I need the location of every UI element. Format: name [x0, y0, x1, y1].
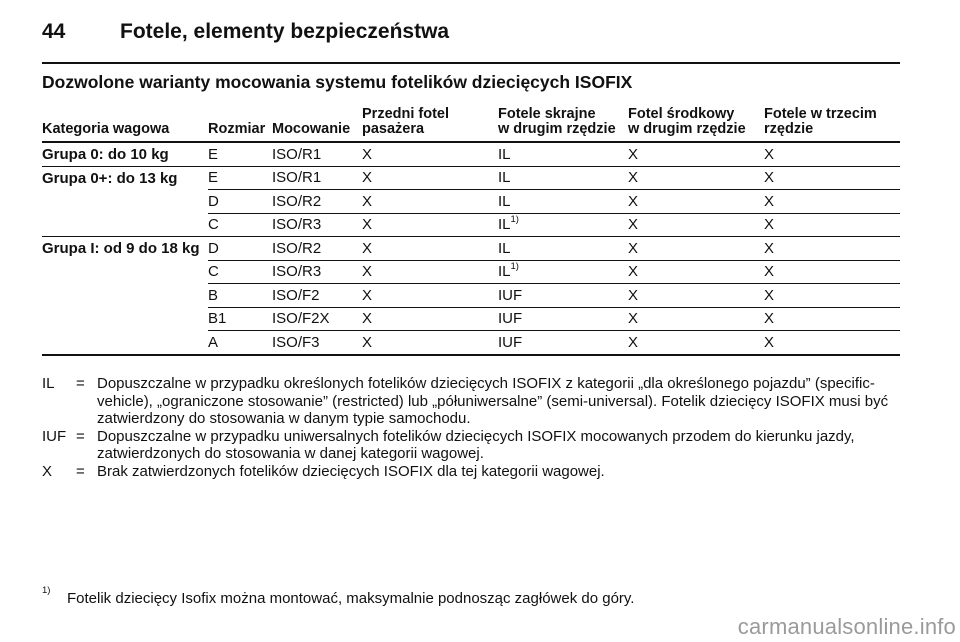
cell-size — [208, 237, 272, 261]
watermark: carmanualsonline.info — [737, 614, 956, 639]
legend-entry — [42, 428, 902, 463]
legend-text: Brak zatwierdzonych fotelików dziecięcych ISOFIX dla tej kategorii wagowej. — [97, 462, 605, 480]
legend-key: IL — [42, 375, 55, 392]
cell-front-seat-text: X — [362, 239, 373, 257]
cell-outer-seats — [498, 307, 628, 331]
cell-front-seat-text: X — [362, 286, 373, 304]
cell-middle-seat — [628, 284, 764, 308]
cell-size — [208, 331, 272, 355]
cell-middle-seat — [628, 237, 764, 261]
table-title: Dozwolone warianty mocowania systemu fotelików dziecięcych ISOFIX — [42, 72, 633, 92]
cell-front-seat — [362, 260, 498, 284]
cell-middle-seat-text: X — [628, 263, 639, 281]
table-row — [42, 166, 900, 190]
cell-front-seat — [362, 284, 498, 308]
cell-weight-group — [42, 260, 208, 284]
cell-mount-text: ISO/F2 — [272, 286, 320, 304]
col-header-outer — [498, 104, 628, 142]
cell-weight-group — [42, 331, 208, 355]
table-row — [42, 213, 900, 237]
cell-mount-text: ISO/R1 — [272, 169, 322, 187]
cell-third-row-text: X — [764, 192, 775, 210]
cell-middle-seat-text: X — [628, 169, 639, 187]
cell-outer-seats — [498, 260, 628, 284]
cell-weight-group — [42, 284, 208, 308]
cell-third-row-text: X — [764, 263, 775, 281]
cell-third-row-text: X — [764, 239, 775, 257]
cell-mount — [272, 190, 362, 214]
cell-weight-group-text: Grupa I: od 9 do 18 kg — [42, 240, 200, 257]
cell-mount-text: ISO/R3 — [272, 263, 322, 281]
cell-size — [208, 213, 272, 237]
cell-third-row-text: X — [764, 310, 775, 328]
cell-middle-seat-text: X — [628, 145, 639, 163]
cell-mount — [272, 237, 362, 261]
cell-outer-seats-text: IL — [498, 145, 511, 163]
cell-size-text: B1 — [208, 310, 227, 328]
cell-weight-group — [42, 213, 208, 237]
cell-size — [208, 284, 272, 308]
cell-outer-seats-text: IUF — [498, 310, 523, 328]
cell-third-row-text: X — [764, 169, 775, 187]
col-header-mount: Mocowanie — [272, 104, 362, 142]
table-row — [42, 307, 900, 331]
cell-mount-text: ISO/R2 — [272, 239, 322, 257]
cell-size-text: C — [208, 216, 219, 234]
legend-key: IUF — [42, 427, 67, 445]
cell-outer-seats-text: IL — [498, 192, 511, 210]
cell-third-row-text: X — [764, 286, 775, 304]
cell-mount-text: ISO/R1 — [272, 145, 322, 163]
col-header-front-line2: pasażera — [362, 121, 425, 137]
cell-size-text: A — [208, 333, 219, 351]
cell-front-seat-text: X — [362, 333, 373, 351]
cell-mount-text: ISO/R3 — [272, 216, 322, 234]
footnote-ref: 1) — [510, 214, 519, 226]
cell-middle-seat-text: X — [628, 286, 639, 304]
cell-middle-seat — [628, 331, 764, 355]
cell-outer-seats — [498, 142, 628, 166]
cell-front-seat — [362, 213, 498, 237]
col-header-middle — [628, 104, 764, 142]
cell-front-seat-text: X — [362, 169, 373, 187]
cell-outer-seats-text: IL — [498, 216, 511, 234]
col-header-front — [362, 104, 498, 142]
cell-weight-group — [42, 166, 208, 190]
cell-mount-text: ISO/R2 — [272, 192, 322, 210]
cell-third-row — [764, 331, 900, 355]
cell-mount — [272, 284, 362, 308]
cell-mount — [272, 213, 362, 237]
cell-size — [208, 190, 272, 214]
cell-third-row — [764, 260, 900, 284]
cell-outer-seats — [498, 284, 628, 308]
table-row — [42, 237, 900, 261]
page-number: 44 — [42, 20, 66, 43]
cell-size — [208, 142, 272, 166]
col-header-third-line2: rzędzie — [764, 121, 814, 137]
cell-front-seat-text: X — [362, 216, 373, 234]
col-header-weight: Kategoria wagowa — [42, 104, 208, 142]
legend-entry — [42, 463, 902, 481]
cell-third-row-text: X — [764, 333, 775, 351]
cell-size — [208, 260, 272, 284]
cell-third-row-text: X — [764, 216, 775, 234]
table-header-row — [42, 104, 900, 142]
cell-third-row-text: X — [764, 145, 775, 163]
footnote-text: Fotelik dziecięcy Isofix można montować, maksymalnie podnosząc zagłówek do góry. — [67, 590, 635, 607]
cell-middle-seat-text: X — [628, 239, 639, 257]
cell-mount-text: ISO/F2X — [272, 310, 330, 328]
cell-weight-group-text: Grupa 0+: do 13 kg — [42, 169, 178, 187]
cell-size — [208, 166, 272, 190]
col-header-front-line1: Przedni fotel — [362, 106, 450, 122]
col-header-third — [764, 104, 900, 142]
cell-middle-seat-text: X — [628, 333, 639, 351]
cell-size-text: E — [208, 169, 219, 187]
cell-size-text: D — [208, 239, 219, 257]
cell-middle-seat-text: X — [628, 216, 639, 234]
cell-weight-group — [42, 142, 208, 166]
legend-equals: = — [76, 427, 85, 445]
col-header-middle-line2: w drugim rzędzie — [628, 121, 746, 137]
cell-mount — [272, 166, 362, 190]
section-title: Fotele, elementy bezpieczeństwa — [120, 20, 450, 43]
col-header-middle-line1: Fotel środkowy — [628, 106, 735, 122]
legend-equals: = — [76, 462, 85, 480]
isofix-table — [42, 104, 900, 356]
footnote-mark: 1) — [42, 585, 51, 596]
cell-outer-seats — [498, 237, 628, 261]
cell-mount — [272, 331, 362, 355]
cell-third-row — [764, 284, 900, 308]
cell-outer-seats — [498, 331, 628, 355]
legend-key: X — [42, 462, 53, 480]
cell-middle-seat — [628, 142, 764, 166]
col-header-size: Rozmiar — [208, 104, 272, 142]
legend-equals: = — [76, 375, 85, 392]
cell-third-row — [764, 142, 900, 166]
cell-outer-seats — [498, 166, 628, 190]
cell-front-seat-text: X — [362, 310, 373, 328]
cell-outer-seats-text: IUF — [498, 286, 523, 304]
legend-table — [42, 375, 902, 480]
cell-third-row — [764, 307, 900, 331]
cell-middle-seat — [628, 213, 764, 237]
cell-outer-seats — [498, 213, 628, 237]
cell-front-seat-text: X — [362, 192, 373, 210]
cell-weight-group-text: Grupa 0: do 10 kg — [42, 145, 169, 163]
cell-front-seat — [362, 190, 498, 214]
cell-middle-seat — [628, 190, 764, 214]
cell-front-seat — [362, 237, 498, 261]
cell-outer-seats-text: IL — [498, 169, 511, 187]
cell-third-row — [764, 190, 900, 214]
legend-entry — [42, 375, 902, 428]
footnote-ref: 1) — [510, 261, 519, 273]
cell-mount-text: ISO/F3 — [272, 333, 320, 351]
col-header-outer-line1: Fotele skrajne — [498, 106, 596, 122]
cell-size-text: D — [208, 192, 219, 210]
cell-middle-seat — [628, 166, 764, 190]
footnote — [42, 585, 635, 607]
cell-size-text: E — [208, 145, 219, 163]
cell-weight-group — [42, 190, 208, 214]
cell-third-row — [764, 166, 900, 190]
cell-size-text: C — [208, 263, 219, 281]
cell-mount — [272, 307, 362, 331]
cell-front-seat-text: X — [362, 145, 373, 163]
table-row — [42, 331, 900, 355]
cell-middle-seat — [628, 307, 764, 331]
legend-text: Dopuszczalne w przypadku uniwersalnych fotelików dziecięcych ISOFIX mocowanych przodem do kierunku jazdy, zatwierdzonych do stosowania w danej kategorii wagowej. — [97, 427, 855, 462]
cell-middle-seat-text: X — [628, 310, 639, 328]
page-header — [42, 20, 449, 44]
cell-mount — [272, 260, 362, 284]
cell-outer-seats — [498, 190, 628, 214]
table-row — [42, 142, 900, 166]
cell-front-seat — [362, 307, 498, 331]
cell-front-seat-text: X — [362, 263, 373, 281]
cell-weight-group — [42, 307, 208, 331]
header-rule — [42, 62, 900, 64]
col-header-third-line1: Fotele w trzecim — [764, 106, 877, 122]
cell-weight-group — [42, 237, 208, 261]
table-row — [42, 260, 900, 284]
cell-size — [208, 307, 272, 331]
cell-third-row — [764, 237, 900, 261]
table-row — [42, 284, 900, 308]
cell-outer-seats-text: IL — [498, 239, 511, 257]
cell-middle-seat — [628, 260, 764, 284]
cell-front-seat — [362, 166, 498, 190]
legend-text: Dopuszczalne w przypadku określonych fotelików dziecięcych ISOFIX z kategorii „dla określonego pojazdu” (specific-vehicle), „ograniczone stosowanie” (restricted) lub „półuniwersalne” (semi-universal). Fotelik dziecięcy ISOFIX musi być zatwierdzony do stosowania w danym typie samochodu. — [97, 375, 889, 427]
cell-size-text: B — [208, 286, 219, 304]
cell-outer-seats-text: IL — [498, 263, 511, 281]
cell-front-seat — [362, 142, 498, 166]
cell-front-seat — [362, 331, 498, 355]
cell-mount — [272, 142, 362, 166]
col-header-outer-line2: w drugim rzędzie — [498, 121, 616, 137]
cell-third-row — [764, 213, 900, 237]
cell-middle-seat-text: X — [628, 192, 639, 210]
cell-outer-seats-text: IUF — [498, 333, 523, 351]
table-row — [42, 190, 900, 214]
